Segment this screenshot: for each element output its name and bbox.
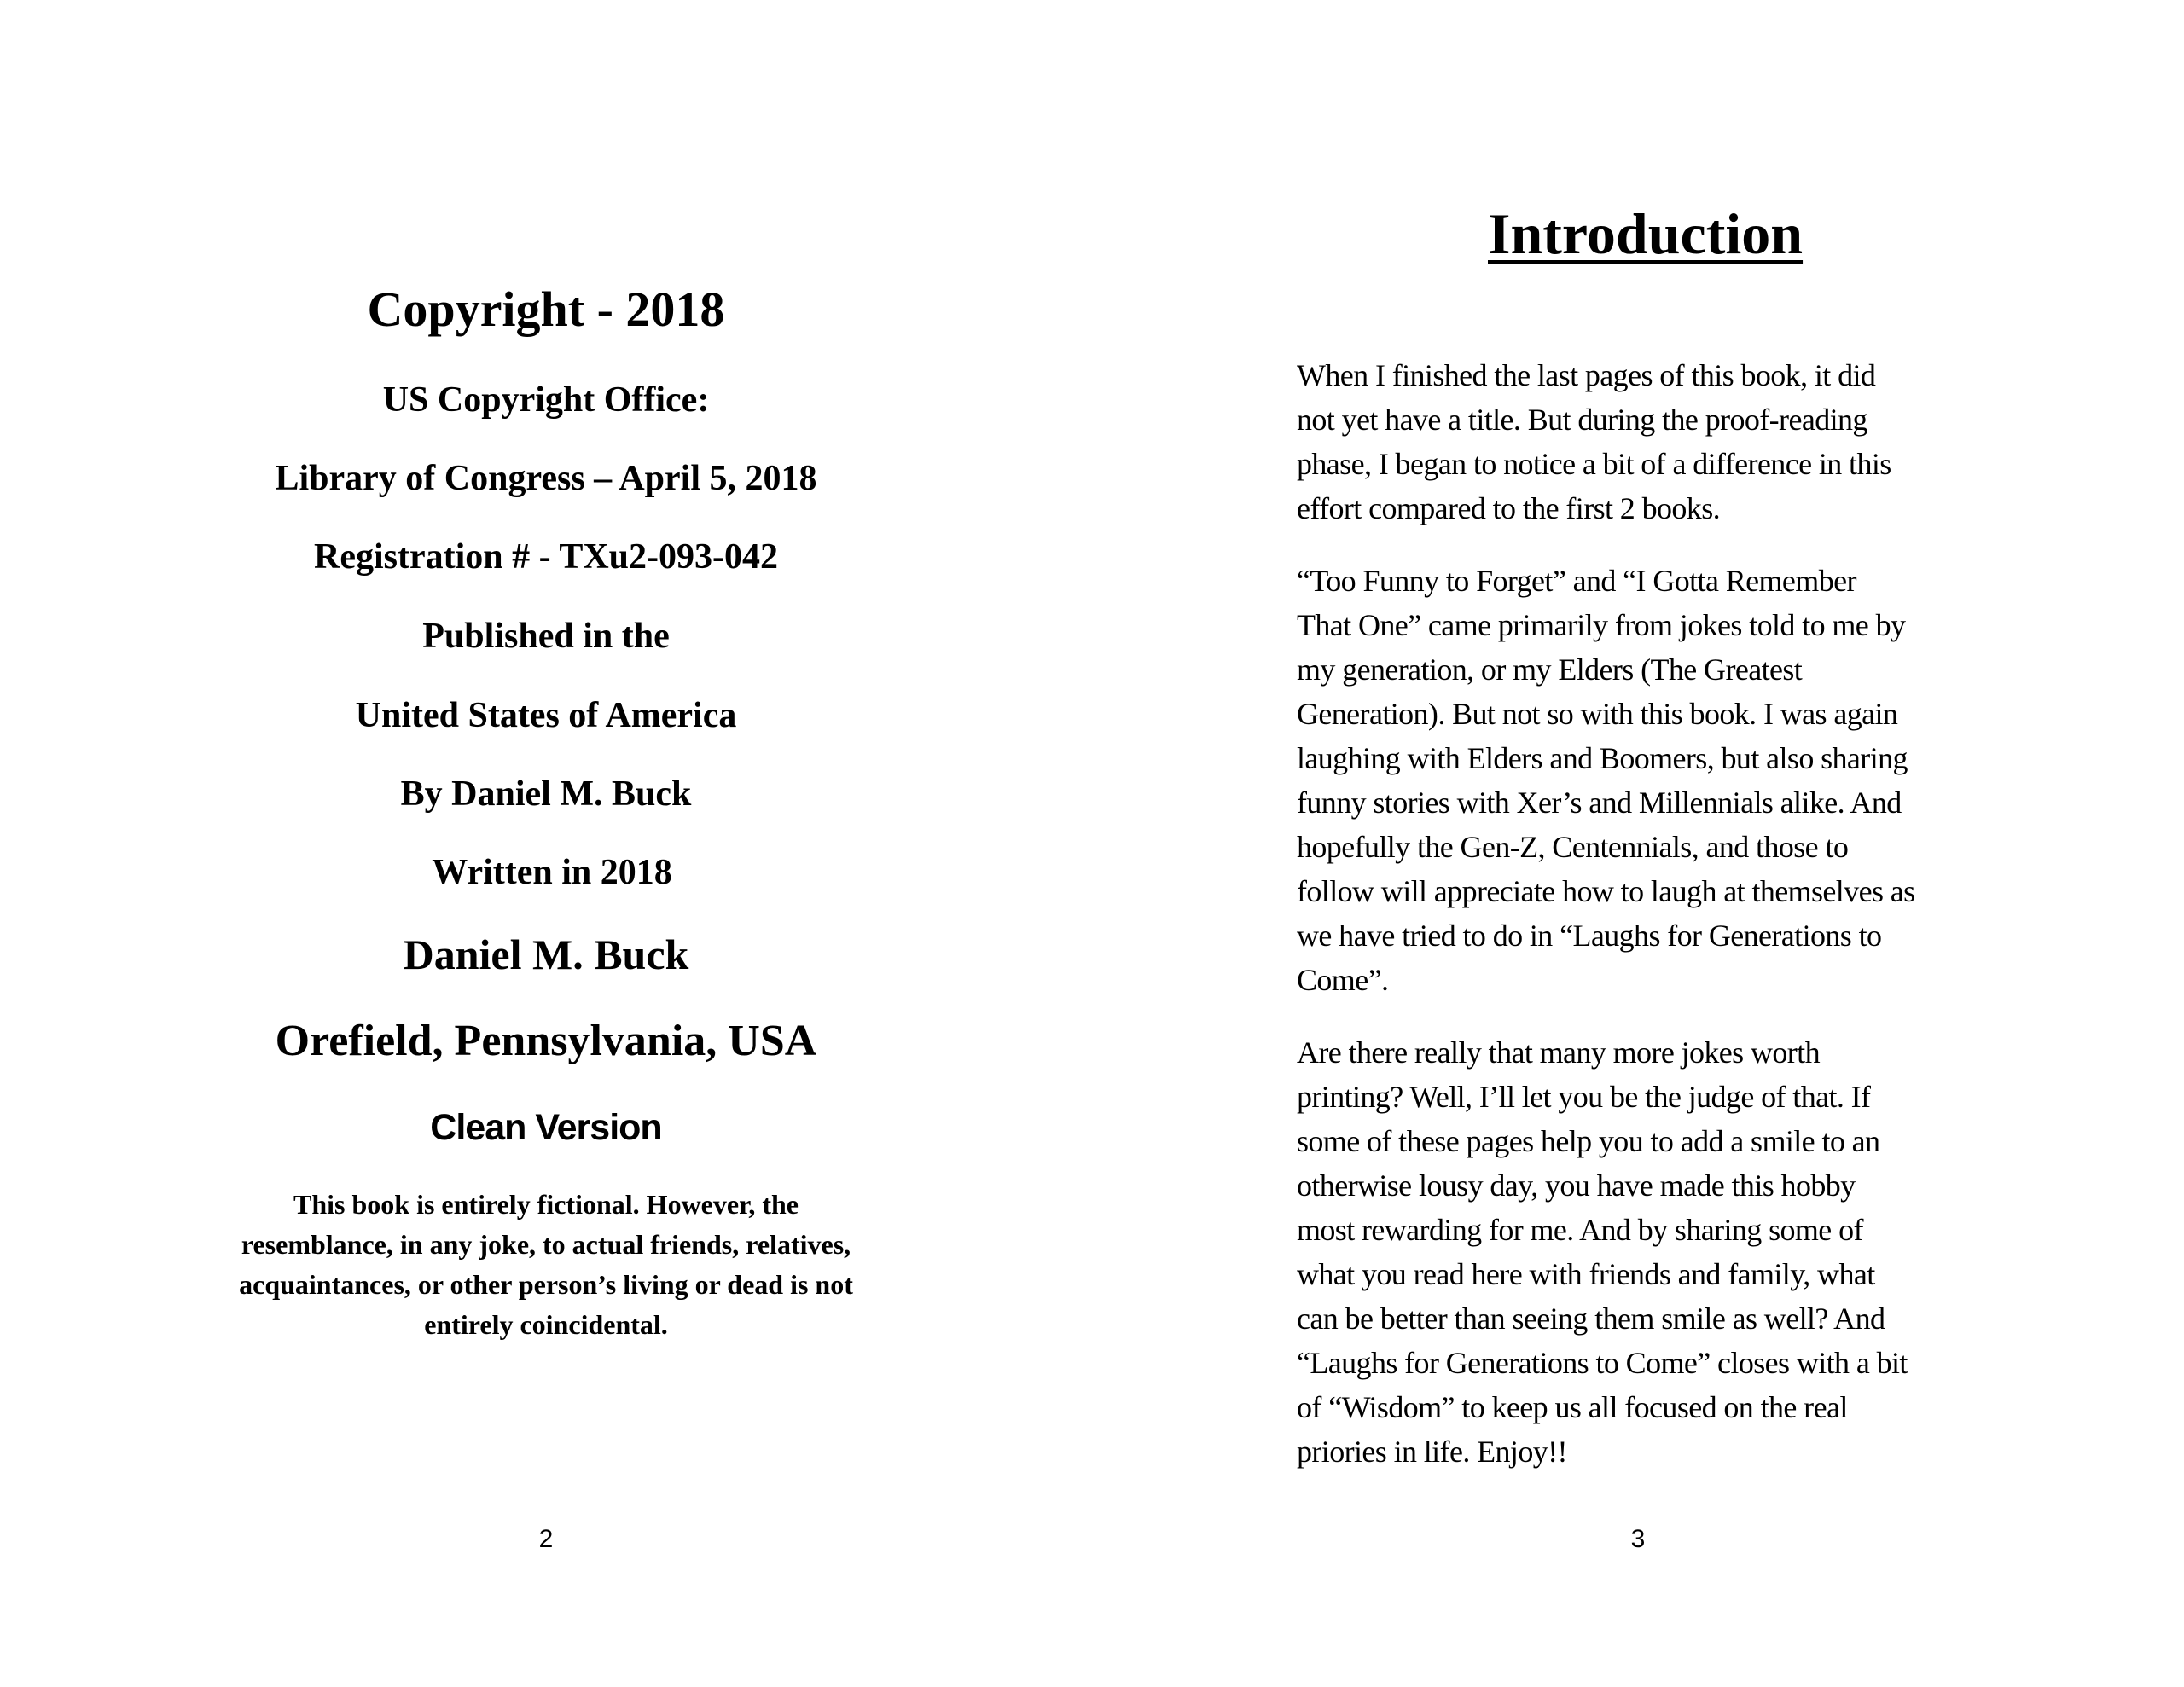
text-line: When I finished the last pages of this book, it did [1297,358,1876,392]
text-line: some of these pages help you to add a smile to an [1297,1124,1880,1158]
introduction-title: Introduction [1488,201,1804,266]
text-line: effort compared to the first 2 books. [1297,491,1721,525]
byline: By Daniel M. Buck [400,774,692,814]
intro-paragraph-1 [1297,353,2005,530]
text-line: otherwise lousy day, you have made this hobby [1297,1168,1856,1203]
text-line: laughing with Elders and Boomers, but also sharing [1297,741,1908,775]
introduction-body [1297,353,2005,1502]
intro-paragraph-2 [1297,559,2005,1002]
text-line: priories in life. Enjoy!! [1297,1435,1567,1469]
text-line: my generation, or my Elders (The Greatest [1297,652,1803,687]
author-name: Daniel M. Buck [403,930,689,978]
intro-paragraph-3 [1297,1030,2005,1474]
registration-line: Registration # - TXu2-093-042 [313,537,779,577]
text-line: “Laughs for Generations to Come” closes with a bit [1297,1346,1908,1380]
text-line: follow will appreciate how to laugh at themselves as [1297,874,1915,908]
disclaimer-line: This book is entirely fictional. However, the [293,1189,799,1220]
text-line: Generation). But not so with this book. I was again [1297,697,1898,731]
text-line: not yet have a title. But during the proof-reading [1297,403,1867,437]
author-location: Orefield, Pennsylvania, USA [275,1017,817,1065]
edition-label: Clean Version [430,1107,662,1148]
disclaimer-line: entirely coincidental. [424,1309,668,1340]
text-line: printing? Well, I’ll let you be the judge of that. If [1297,1080,1871,1114]
disclaimer-line: resemblance, in any joke, to actual friends, relatives, [241,1229,851,1260]
disclaimer-line: acquaintances, or other person’s living or dead is not [239,1269,853,1300]
text-line: Are there really that many more jokes worth [1297,1035,1820,1070]
text-line: we have tried to do in “Laughs for Generations to [1297,919,1882,953]
text-line: That One” came primarily from jokes told to me by [1297,608,1906,642]
text-line: can be better than seeing them smile as well? And [1297,1301,1885,1336]
written-line: Written in 2018 [432,853,672,892]
text-line: most rewarding for me. And by sharing some of [1297,1213,1863,1247]
country-line: United States of America [355,696,737,735]
copyright-office-line: US Copyright Office: [382,380,710,420]
text-line: Come”. [1297,963,1389,997]
copyright-heading: Copyright - 2018 [367,281,725,337]
text-line: of “Wisdom” to keep us all focused on the real [1297,1390,1848,1424]
text-line: hopefully the Gen-Z, Centennials, and those to [1297,830,1849,864]
published-line: Published in the [422,617,670,656]
page-number: 2 [538,1525,554,1553]
text-line: funny stories with Xer’s and Millennials alike. And [1297,786,1902,820]
library-of-congress-line: Library of Congress – April 5, 2018 [275,459,817,498]
text-line: what you read here with friends and family, what [1297,1257,1875,1291]
text-line: “Too Funny to Forget” and “I Gotta Remember [1297,564,1856,598]
disclaimer [196,1185,896,1345]
page-number: 3 [1630,1525,1646,1553]
text-line: phase, I began to notice a bit of a difference in this [1297,447,1891,481]
